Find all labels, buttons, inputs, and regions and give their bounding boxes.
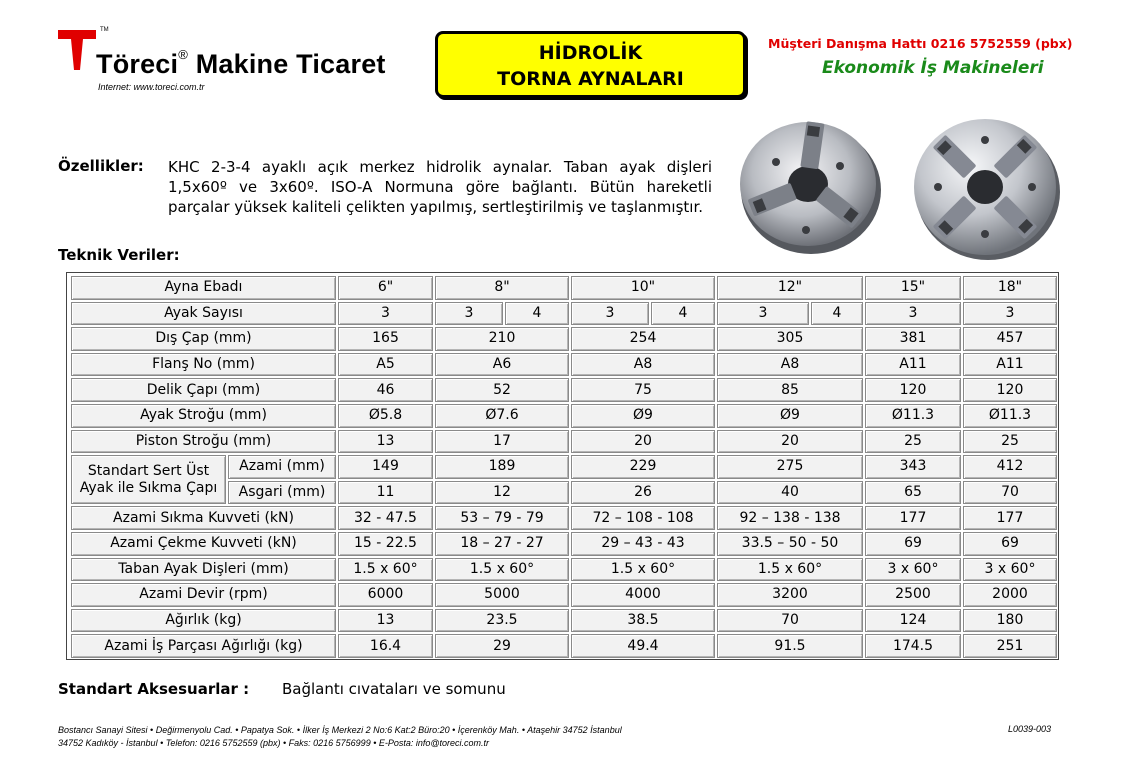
accessories-text: Bağlantı cıvataları ve somunu bbox=[282, 680, 506, 698]
table-cell: 2000 bbox=[963, 583, 1057, 607]
row-label: Taban Ayak Dişleri (mm) bbox=[71, 558, 336, 582]
four-jaw-chuck-image bbox=[908, 110, 1063, 265]
table-cell: 4 bbox=[811, 302, 863, 326]
row-label: Ayak Sayısı bbox=[71, 302, 336, 326]
table-cell: 40 bbox=[717, 481, 863, 505]
table-cell: 4 bbox=[505, 302, 569, 326]
table-cell: 3 x 60° bbox=[963, 558, 1057, 582]
table-cell: 72 – 108 - 108 bbox=[571, 506, 715, 530]
table-cell: 23.5 bbox=[435, 609, 569, 633]
registered-mark: ® bbox=[178, 47, 189, 62]
table-cell: A6 bbox=[435, 353, 569, 377]
table-cell: 4000 bbox=[571, 583, 715, 607]
table-cell: 29 – 43 - 43 bbox=[571, 532, 715, 556]
row-label: Azami Devir (rpm) bbox=[71, 583, 336, 607]
table-cell: 49.4 bbox=[571, 634, 715, 658]
table-cell: 46 bbox=[338, 378, 433, 402]
accessories-label: Standart Aksesuarlar : bbox=[58, 680, 250, 698]
table-cell: 17 bbox=[435, 430, 569, 454]
table-cell: 25 bbox=[963, 430, 1057, 454]
company-name: Töreci® Makine Ticaret bbox=[96, 47, 386, 79]
table-cell: A5 bbox=[338, 353, 433, 377]
table-cell: A8 bbox=[717, 353, 863, 377]
table-cell: 1.5 x 60° bbox=[435, 558, 569, 582]
table-cell: 343 bbox=[865, 455, 961, 479]
table-cell: 20 bbox=[717, 430, 863, 454]
table-cell: 75 bbox=[571, 378, 715, 402]
features-text: KHC 2-3-4 ayaklı açık merkez hidrolik aynalar. Taban ayak dişleri 1,5x60º ve 3x60º. ISO-A Normuna göre bağlantı. Bütün hareketli parçalar yüksek kaliteli çelikten yapılmış, sertleştirilmiş ve taşlanmıştır. bbox=[168, 158, 712, 216]
column-header: 12" bbox=[717, 276, 863, 300]
row-label: Ayna Ebadı bbox=[71, 276, 336, 300]
table-cell: 20 bbox=[571, 430, 715, 454]
row-group-label: Standart Sert Üst Ayak ile Sıkma Çapı bbox=[71, 455, 226, 504]
table-cell: 165 bbox=[338, 327, 433, 351]
table-cell: A11 bbox=[865, 353, 961, 377]
slogan: Ekonomik İş Makineleri bbox=[822, 58, 1044, 78]
table-cell: 91.5 bbox=[717, 634, 863, 658]
table-cell: 210 bbox=[435, 327, 569, 351]
table-cell: 52 bbox=[435, 378, 569, 402]
row-label: Azami Sıkma Kuvveti (kN) bbox=[71, 506, 336, 530]
table-cell: 70 bbox=[963, 481, 1057, 505]
table-cell: Ø11.3 bbox=[865, 404, 961, 428]
table-cell: 13 bbox=[338, 430, 433, 454]
footer-line-2: 34752 Kadıköy - İstanbul • Telefon: 0216 5752559 (pbx) • Faks: 0216 5756999 • E-Posta: info@toreci.com.tr bbox=[58, 738, 490, 748]
table-cell: Ø5.8 bbox=[338, 404, 433, 428]
table-cell: 1.5 x 60° bbox=[717, 558, 863, 582]
table-cell: 120 bbox=[963, 378, 1057, 402]
table-cell: Ø7.6 bbox=[435, 404, 569, 428]
document-code: L0039-003 bbox=[1008, 724, 1052, 734]
table-cell: 3 bbox=[571, 302, 649, 326]
toreci-logo-icon bbox=[58, 30, 96, 70]
table-cell: 4 bbox=[651, 302, 715, 326]
table-cell: 15 - 22.5 bbox=[338, 532, 433, 556]
row-label: Ayak Stroğu (mm) bbox=[71, 404, 336, 428]
table-cell: 1.5 x 60° bbox=[338, 558, 433, 582]
table-cell: 381 bbox=[865, 327, 961, 351]
table-cell: 412 bbox=[963, 455, 1057, 479]
page-title-box bbox=[435, 31, 746, 98]
table-cell: 3 bbox=[963, 302, 1057, 326]
features-label: Özellikler: bbox=[58, 157, 144, 175]
technical-data-title: Teknik Veriler: bbox=[58, 246, 180, 264]
table-cell: Ø9 bbox=[717, 404, 863, 428]
table-cell: 457 bbox=[963, 327, 1057, 351]
table-cell: 33.5 – 50 - 50 bbox=[717, 532, 863, 556]
row-label: Asgari (mm) bbox=[228, 481, 336, 505]
table-cell: 85 bbox=[717, 378, 863, 402]
table-cell: 69 bbox=[963, 532, 1057, 556]
table-cell: 65 bbox=[865, 481, 961, 505]
table-cell: 32 - 47.5 bbox=[338, 506, 433, 530]
footer-address bbox=[58, 724, 622, 750]
column-header: 18" bbox=[963, 276, 1057, 300]
row-label: Azami Çekme Kuvveti (kN) bbox=[71, 532, 336, 556]
page-title-line2: TORNA AYNALARI bbox=[497, 68, 684, 90]
table-cell: 189 bbox=[435, 455, 569, 479]
table-cell: 69 bbox=[865, 532, 961, 556]
table-cell: 13 bbox=[338, 609, 433, 633]
table-cell: 70 bbox=[717, 609, 863, 633]
table-cell: 53 – 79 - 79 bbox=[435, 506, 569, 530]
three-jaw-chuck-image bbox=[736, 112, 886, 262]
website-link[interactable]: Internet: www.toreci.com.tr bbox=[98, 82, 205, 92]
table-cell: 180 bbox=[963, 609, 1057, 633]
table-cell: 38.5 bbox=[571, 609, 715, 633]
table-cell: 3200 bbox=[717, 583, 863, 607]
table-cell: 229 bbox=[571, 455, 715, 479]
technical-data-table bbox=[66, 272, 1059, 660]
table-cell: 120 bbox=[865, 378, 961, 402]
table-cell: 2500 bbox=[865, 583, 961, 607]
column-header: 6" bbox=[338, 276, 433, 300]
table-cell: 174.5 bbox=[865, 634, 961, 658]
table-cell: 3 bbox=[435, 302, 503, 326]
table-cell: Ø9 bbox=[571, 404, 715, 428]
column-header: 15" bbox=[865, 276, 961, 300]
customer-hotline: Müşteri Danışma Hattı 0216 5752559 (pbx) bbox=[768, 36, 1073, 51]
table-cell: 26 bbox=[571, 481, 715, 505]
row-label: Delik Çapı (mm) bbox=[71, 378, 336, 402]
table-cell: 5000 bbox=[435, 583, 569, 607]
table-cell: 177 bbox=[963, 506, 1057, 530]
table-cell: 18 – 27 - 27 bbox=[435, 532, 569, 556]
table-cell: 251 bbox=[963, 634, 1057, 658]
table-cell: 275 bbox=[717, 455, 863, 479]
row-label: Ağırlık (kg) bbox=[71, 609, 336, 633]
table-cell: 3 bbox=[717, 302, 809, 326]
table-cell: A11 bbox=[963, 353, 1057, 377]
table-cell: 305 bbox=[717, 327, 863, 351]
row-label: Azami İş Parçası Ağırlığı (kg) bbox=[71, 634, 336, 658]
row-label: Flanş No (mm) bbox=[71, 353, 336, 377]
table-cell: 6000 bbox=[338, 583, 433, 607]
table-cell: A8 bbox=[571, 353, 715, 377]
column-header: 10" bbox=[571, 276, 715, 300]
table-cell: 11 bbox=[338, 481, 433, 505]
row-label: Dış Çap (mm) bbox=[71, 327, 336, 351]
row-label: Azami (mm) bbox=[228, 455, 336, 479]
table-cell: 12 bbox=[435, 481, 569, 505]
column-header: 8" bbox=[435, 276, 569, 300]
table-cell: 149 bbox=[338, 455, 433, 479]
table-cell: 124 bbox=[865, 609, 961, 633]
footer-line-1: Bostancı Sanayi Sitesi • Değirmenyolu Cad. • Papatya Sok. • İlker İş Merkezi 2 No:6 Kat:2 Büro:20 • İçerenköy Mah. • Ataşehir 34752 İstanbul bbox=[58, 725, 622, 735]
page-title-line1: HİDROLİK bbox=[538, 42, 643, 64]
table-cell: Ø11.3 bbox=[963, 404, 1057, 428]
table-cell: 92 – 138 - 138 bbox=[717, 506, 863, 530]
table-cell: 25 bbox=[865, 430, 961, 454]
table-cell: 1.5 x 60° bbox=[571, 558, 715, 582]
table-cell: 3 x 60° bbox=[865, 558, 961, 582]
table-cell: 3 bbox=[338, 302, 433, 326]
table-cell: 16.4 bbox=[338, 634, 433, 658]
trademark-symbol: TM bbox=[100, 27, 109, 33]
table-cell: 29 bbox=[435, 634, 569, 658]
table-cell: 177 bbox=[865, 506, 961, 530]
table-cell: 3 bbox=[865, 302, 961, 326]
table-cell: 254 bbox=[571, 327, 715, 351]
row-label: Piston Stroğu (mm) bbox=[71, 430, 336, 454]
